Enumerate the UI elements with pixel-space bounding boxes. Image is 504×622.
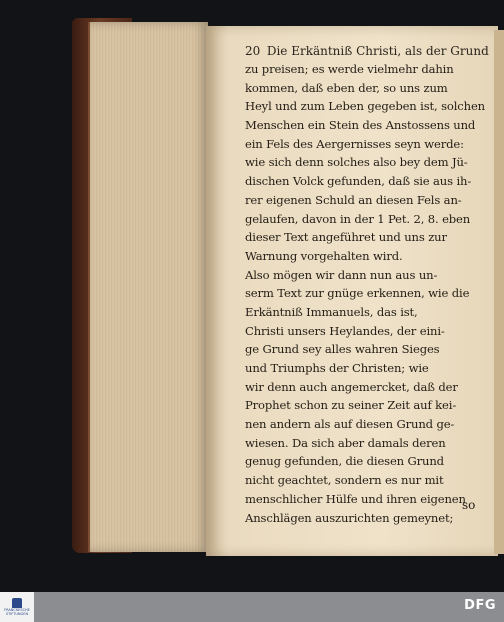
institution-logo-icon	[12, 598, 22, 608]
text-line: rer eigenen Schuld an diesen Fels an-	[245, 192, 462, 207]
text-line: Warnung vorgehalten wird.	[245, 248, 403, 263]
text-line: Menschen ein Stein des Anstossens und	[245, 118, 476, 133]
text-line: Also mögen wir dann nun aus un-	[245, 267, 438, 282]
text-line: gelaufen, davon in der 1 Pet. 2, 8. eben	[245, 211, 471, 226]
text-line: menschlicher Hülfe und ihren eigenen	[245, 491, 466, 506]
running-header	[245, 44, 490, 58]
text-line: Erkäntniß Immanuels, das ist,	[245, 304, 418, 319]
text-line: dischen Volck gefunden, daß sie aus ih-	[245, 174, 472, 189]
text-line: wiesen. Da sich aber damals deren	[245, 435, 446, 450]
franckesche-stiftungen-logo[interactable]	[0, 592, 34, 622]
text-line: Anschlägen auszurichten gemeynet;	[245, 510, 454, 525]
page-stack	[90, 22, 208, 552]
text-line: dieser Text angeführet und uns zur	[245, 230, 447, 245]
text-line: kommen, daß eben der, so uns zum	[245, 80, 448, 95]
text-line: wie sich denn solches also bey dem Jü-	[245, 155, 468, 170]
viewer-footer	[0, 592, 504, 622]
dfg-logo[interactable]: DFG	[464, 598, 496, 613]
page-right-edge	[494, 30, 504, 554]
text-line: ein Fels des Aergernisses seyn werde:	[245, 136, 464, 151]
text-line: wir denn auch angemercket, daß der	[245, 379, 458, 394]
text-line: zu preisen; es werde vielmehr dahin	[245, 62, 454, 76]
text-line: nen andern als auf diesen Grund ge-	[245, 417, 455, 432]
body-text	[245, 60, 490, 527]
text-line: Christi unsers Heylandes, der eini-	[245, 323, 445, 338]
text-line: serm Text zur gnüge erkennen, wie die	[245, 286, 470, 301]
text-line: Heyl und zum Leben gegeben ist, solchen	[245, 99, 485, 114]
text-line: genug gefunden, die diesen Grund	[245, 454, 444, 469]
text-line: nicht geachtet, sondern es nur mit	[245, 473, 444, 488]
logo-left-text: FRANCKESCHE STIFTUNGEN	[4, 608, 30, 616]
text-line: Prophet schon zu seiner Zeit auf kei-	[245, 398, 457, 413]
catchword: so	[462, 498, 476, 512]
text-line: ge Grund sey alles wahren Sieges	[245, 342, 440, 357]
page-number: 20	[245, 44, 261, 58]
text-line: und Triumphs der Christen; wie	[245, 361, 429, 375]
header-title: Die Erkäntniß Christi, als der Grund	[266, 44, 489, 58]
